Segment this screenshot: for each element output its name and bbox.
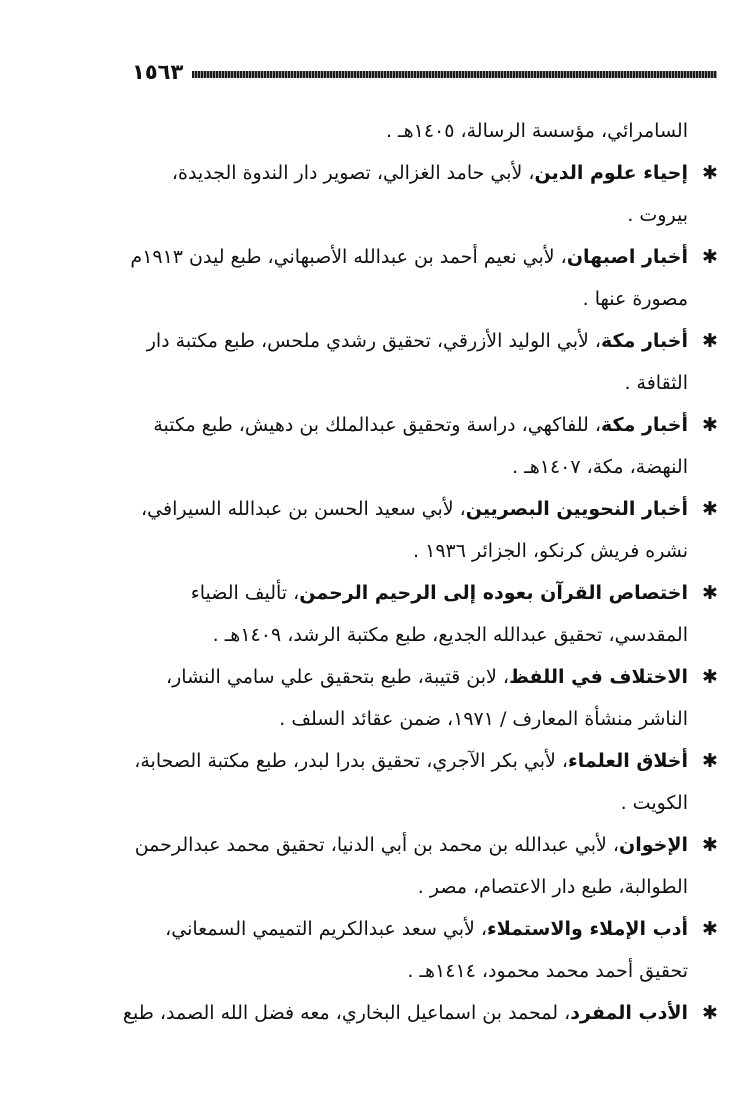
bibliography-entry bbox=[118, 572, 718, 656]
entry-marker-icon: ✱ bbox=[702, 498, 718, 520]
entry-text: ، لابن قتيبة، طبع بتحقيق علي سامي النشار، الناشر منشأة المعارف / ١٩٧١، ضمن عقائد السلف . bbox=[165, 666, 688, 730]
entry-text: ، للفاكهي، دراسة وتحقيق عبدالملك بن دهيش، طبع مكتبة النهضة، مكة، ١٤٠٧هـ . bbox=[153, 414, 688, 478]
entry-title: الأدب المفرد bbox=[570, 1002, 688, 1024]
entry-text: ، لأبي حامد الغزالي، تصوير دار الندوة الجديدة، بيروت . bbox=[171, 162, 688, 226]
entry-title: إحياء علوم الدين bbox=[534, 162, 688, 184]
entry-text: ، لأبي سعيد الحسن بن عبدالله السيرافي، نشره فريش كرنكو، الجزائر ١٩٣٦ . bbox=[141, 498, 688, 562]
page-header bbox=[132, 58, 717, 88]
entry-text: ، تأليف الضياء المقدسي، تحقيق عبدالله الجديع، طبع مكتبة الرشد، ١٤٠٩هـ . bbox=[190, 582, 688, 646]
entry-title: أخبار اصبهان bbox=[566, 246, 688, 268]
bibliography-entry bbox=[118, 656, 718, 740]
bibliography-list bbox=[118, 110, 718, 1034]
entry-marker-icon: ✱ bbox=[702, 330, 718, 352]
entry-text: ، لأبي عبدالله بن محمد بن أبي الدنيا، تحقيق محمد عبدالرحمن الطوالبة، طبع دار الاعتصام، مصر . bbox=[134, 834, 688, 898]
entry-title: الاختلاف في اللفظ bbox=[509, 666, 688, 688]
entry-title: أخبار مكة bbox=[601, 414, 688, 436]
bibliography-entry bbox=[118, 992, 718, 1034]
bibliography-entry bbox=[118, 152, 718, 236]
bibliography-entry bbox=[118, 236, 718, 320]
page-number: ١٥٦٣ bbox=[132, 60, 184, 84]
bibliography-entry bbox=[118, 320, 718, 404]
entry-marker-icon: ✱ bbox=[702, 414, 718, 436]
entry-marker-icon: ✱ bbox=[702, 918, 718, 940]
entry-marker-icon: ✱ bbox=[702, 246, 718, 268]
entry-marker-icon: ✱ bbox=[702, 834, 718, 856]
bibliography-entry bbox=[118, 908, 718, 992]
bibliography-entry bbox=[118, 488, 718, 572]
header-rule bbox=[192, 71, 717, 78]
entry-title: أخلاق العلماء bbox=[568, 750, 688, 772]
entry-marker-icon: ✱ bbox=[702, 162, 718, 184]
bibliography-entry bbox=[118, 824, 718, 908]
entry-text: ، لأبي الوليد الأزرقي، تحقيق رشدي ملحس، طبع مكتبة دار الثقافة . bbox=[146, 330, 688, 394]
entry-title: أخبار مكة bbox=[601, 330, 688, 352]
bibliography-entry bbox=[118, 404, 718, 488]
entry-text: ، لأبي بكر الآجري، تحقيق بدرا لبدر، طبع مكتبة الصحابة، الكويت . bbox=[134, 750, 688, 814]
entry-text: ، لأبي سعد عبدالكريم التميمي السمعاني، تحقيق أحمد محمد محمود، ١٤١٤هـ . bbox=[165, 918, 688, 982]
entry-marker-icon: ✱ bbox=[702, 1002, 718, 1024]
entry-marker-icon: ✱ bbox=[702, 582, 718, 604]
entry-text: السامرائي، مؤسسة الرسالة، ١٤٠٥هـ . bbox=[385, 120, 688, 142]
entry-marker-icon: ✱ bbox=[702, 750, 718, 772]
entry-title: الإخوان bbox=[619, 834, 688, 856]
entry-text: ، لمحمد بن اسماعيل البخاري، معه فضل الله الصمد، طبع bbox=[122, 1002, 571, 1024]
entry-title: اختصاص القرآن بعوده إلى الرحيم الرحمن bbox=[299, 582, 688, 604]
entry-text: ، لأبي نعيم أحمد بن عبدالله الأصبهاني، طبع ليدن ١٩١٣م مصورة عنها . bbox=[130, 246, 688, 310]
bibliography-entry bbox=[118, 740, 718, 824]
entry-title: أدب الإملاء والاستملاء bbox=[487, 918, 688, 940]
bibliography-entry bbox=[118, 110, 714, 152]
entry-title: أخبار النحويين البصريين bbox=[465, 498, 688, 520]
entry-marker-icon: ✱ bbox=[702, 666, 718, 688]
